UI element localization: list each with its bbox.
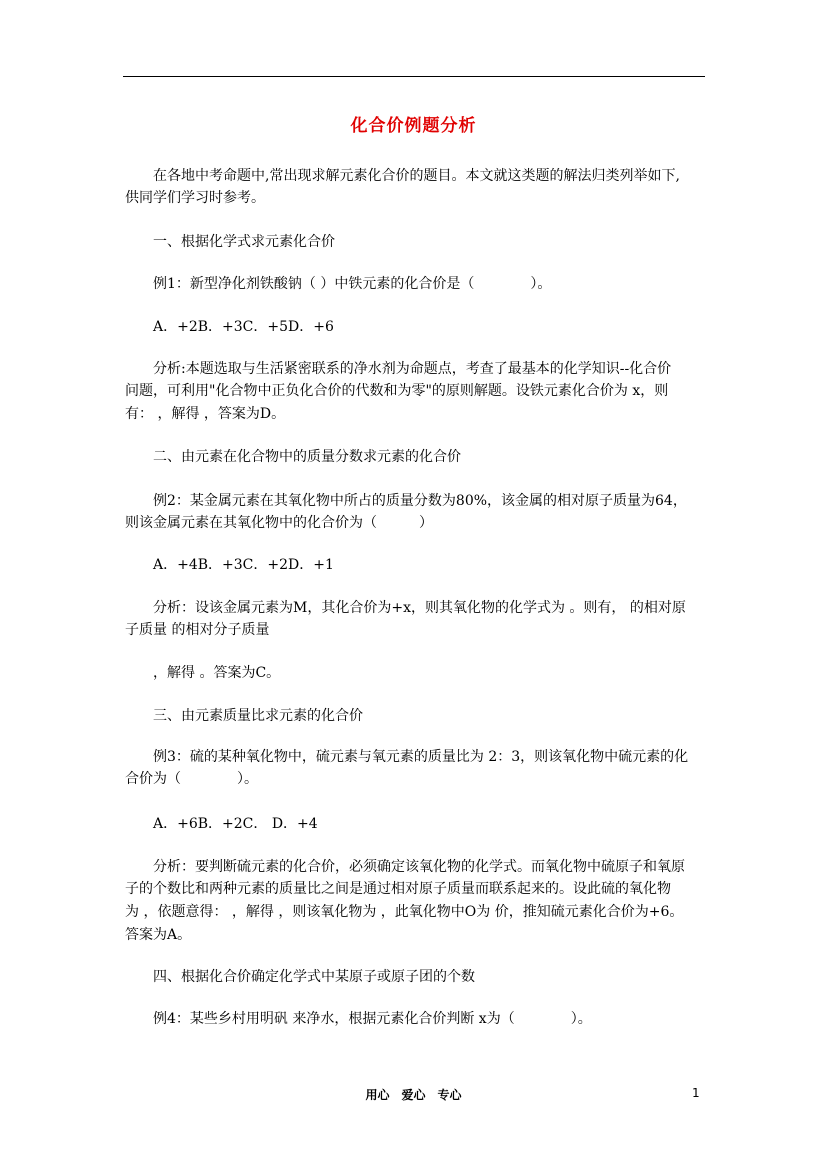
analysis-3-line-3: 为 ，依题意得： ，解得 ，则该氧化物为 ，此氧化物中O为 价，推知硫元素化合价为+6。 — [125, 904, 684, 920]
section-1-heading: 一、根据化学式求元素化合价 — [153, 234, 335, 250]
example-1: 例1：新型净化剂铁酸钠（ ）中铁元素的化合价是（ ）。 — [153, 276, 552, 292]
example-2-line-2: 则该金属元素在其氧化物中的化合价为（ ） — [125, 515, 433, 531]
analysis-2-line-3: ，解得 。答案为C。 — [153, 665, 281, 681]
header-rule — [123, 76, 705, 77]
example-2-line-1: 例2：某金属元素在其氧化物中所占的质量分数为80%，该金属的相对原子质量为64， — [153, 493, 687, 509]
analysis-1-line-3: 有： ，解得 ，答案为D。 — [125, 406, 286, 422]
footer-motto: 用心 爱心 专心 — [365, 1088, 462, 1102]
example-1-options: A．+2B．+3C．+5D．+6 — [153, 319, 334, 335]
analysis-1-line-2: 问题，可利用"化合物中正负化合价的代数和为零"的原则解题。设铁元素化合价为 x，则 — [125, 383, 669, 399]
intro-line-2: 供同学们学习时参考。 — [125, 190, 265, 206]
example-4: 例4：某些乡村用明矾 来净水，根据元素化合价判断 x为（ ）。 — [153, 1011, 592, 1027]
analysis-1-line-1: 分析:本题选取与生活紧密联系的净水剂为命题点，考查了最基本的化学知识--化合价 — [153, 361, 672, 377]
example-3-line-1: 例3：硫的某种氧化物中，硫元素与氧元素的质量比为 2：3，则该氧化物中硫元素的化 — [153, 749, 689, 765]
analysis-3-line-2: 子的个数比和两种元素的质量比之间是通过相对原子质量而联系起来的。设此硫的氧化物 — [125, 881, 671, 897]
example-3-line-2: 合价为（ ）。 — [125, 771, 258, 787]
analysis-3-line-4: 答案为A。 — [125, 927, 192, 943]
intro-line-1: 在各地中考命题中,常出现求解元素化合价的题目。本文就这类题的解法归类列举如下, — [153, 168, 680, 184]
section-2-heading: 二、由元素在化合物中的质量分数求元素的化合价 — [153, 449, 461, 465]
example-2-options: A．+4B．+3C．+2D．+1 — [153, 557, 334, 573]
analysis-2-line-2: 子质量 的相对分子质量 — [125, 622, 270, 638]
analysis-2-line-1: 分析：设该金属元素为M，其化合价为+x，则其氧化物的化学式为 。则有， 的相对原 — [153, 600, 686, 616]
page-number: 1 — [692, 1086, 700, 1100]
document-title: 化合价例题分析 — [350, 116, 477, 136]
section-3-heading: 三、由元素质量比求元素的化合价 — [153, 708, 363, 724]
example-3-options: A．+6B．+2C． D．+4 — [153, 816, 318, 832]
analysis-3-line-1: 分析：要判断硫元素的化合价，必须确定该氧化物的化学式。而氧化物中硫原子和氧原 — [153, 859, 685, 875]
section-4-heading: 四、根据化合价确定化学式中某原子或原子团的个数 — [153, 969, 475, 985]
